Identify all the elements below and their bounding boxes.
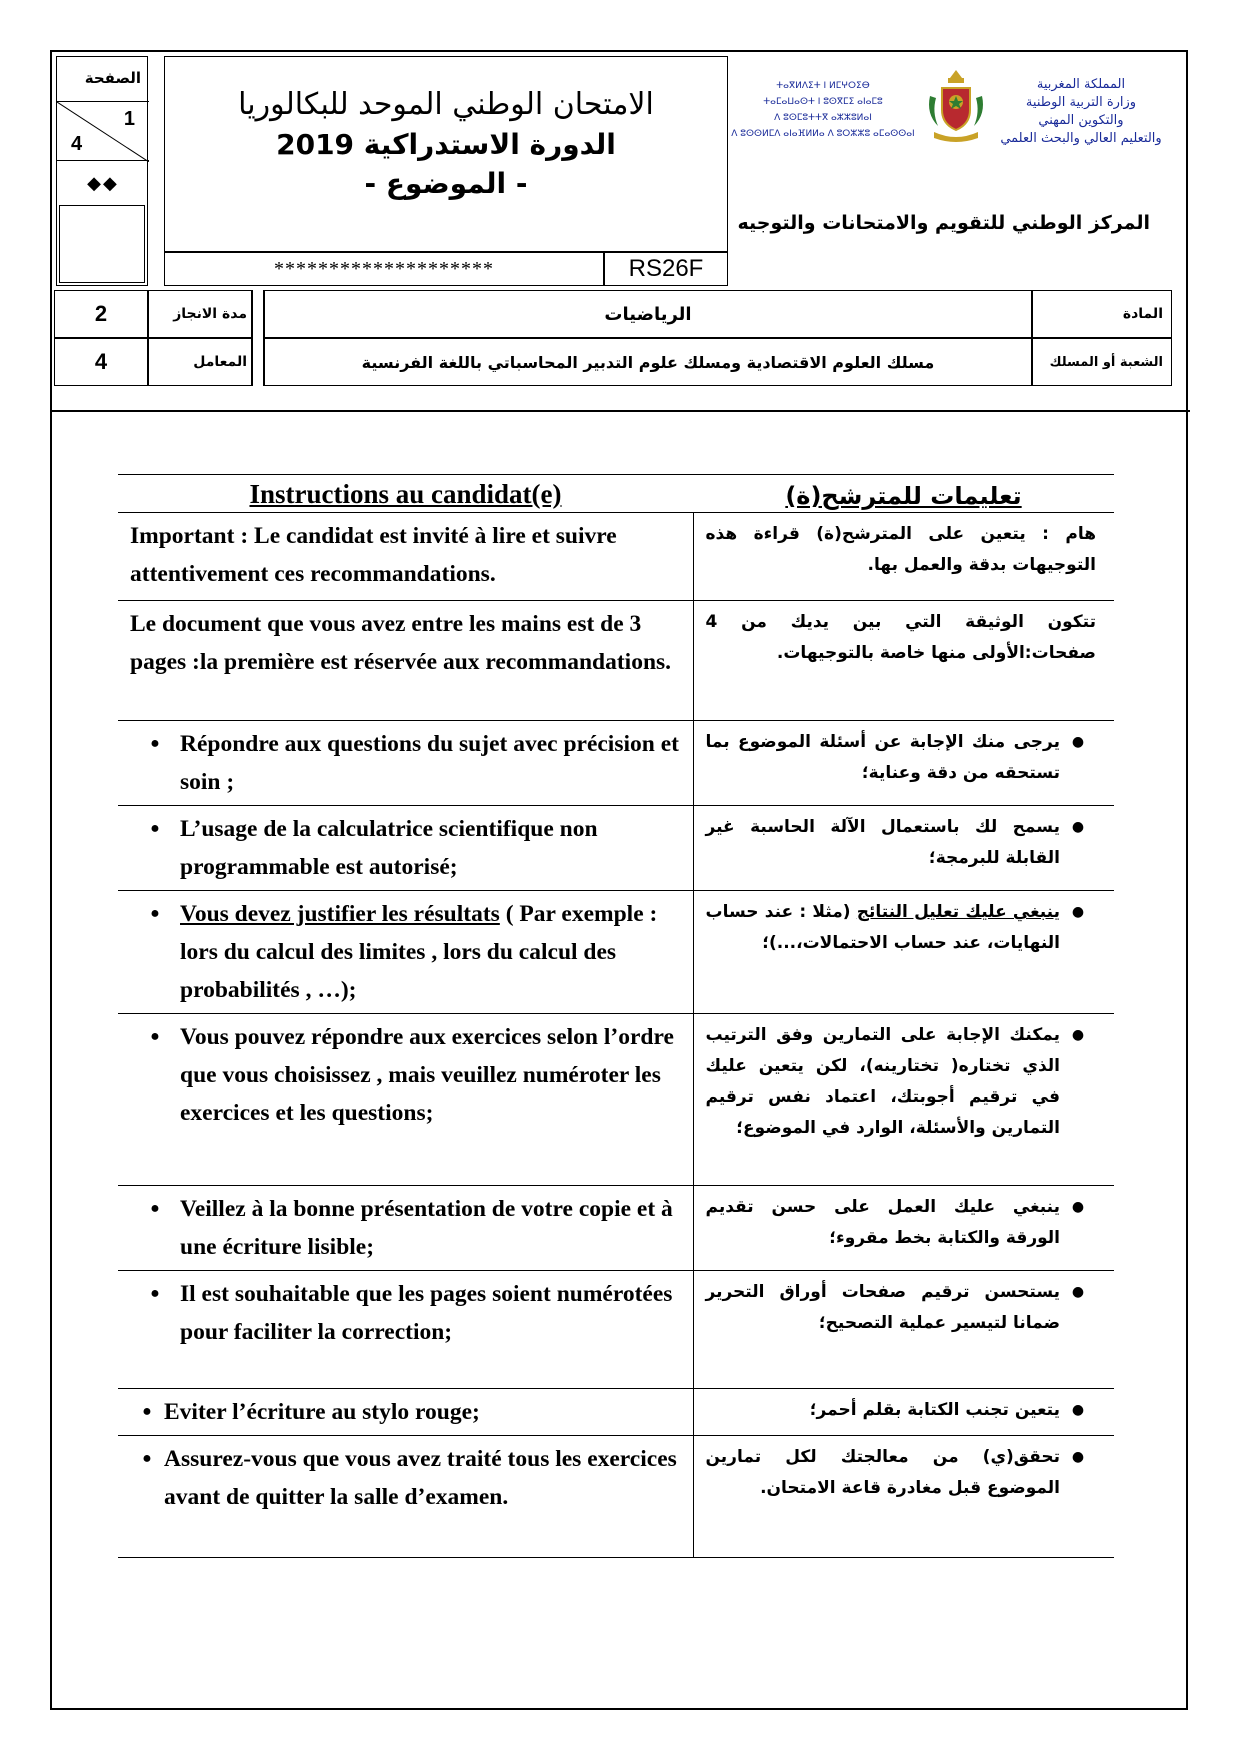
rule-fr	[118, 1389, 693, 1436]
rule-text: Eviter l’écriture au stylo rouge;	[164, 1399, 480, 1425]
rule-text: يمكنك الإجابة على التمارين وفق الترتيب الذي تختاره( تختارينه)، لكن يتعين عليك في ترقيم أجوبتك، اعتماد نفس ترقيم التمارين والأسئلة، الوارد في الموضوع؛	[705, 1025, 1060, 1138]
subject-row	[54, 290, 1172, 338]
page-fraction	[57, 101, 149, 161]
rule-ar	[693, 891, 1114, 1014]
subject-name: الرياضيات	[264, 290, 1032, 338]
rule-ar	[693, 806, 1114, 891]
instruction-row	[118, 1014, 1114, 1186]
ministry-line: والتعليم العالي والبحث العلمي	[1000, 131, 1162, 146]
rule-fr	[118, 891, 693, 1014]
instruction-row	[118, 1389, 1114, 1436]
tifinagh-line: ⵜⴰⵎⴰⵡⴰⵙⵜ ⵏ ⵓⵙⴳⵎⵉ ⴰⵏⴰⵎⵓ	[763, 97, 883, 107]
document-fr: Le document que vous avez entre les mains est de 3 pages :la première est réservée aux recommandations.	[118, 601, 693, 721]
instruction-row	[118, 721, 1114, 806]
rule-text: Il est souhaitable que les pages soient numérotées pour faciliter la correction;	[180, 1281, 673, 1345]
exam-session: الدورة الاستدراكية 2019	[276, 128, 616, 161]
page-label: الصفحة	[84, 69, 141, 87]
rule-fr	[118, 1436, 693, 1558]
rule-ar	[693, 1186, 1114, 1271]
bullet-icon: ●	[150, 820, 160, 837]
bullet-icon: ●	[1071, 1199, 1085, 1215]
rule-text: Vous pouvez répondre aux exercices selon l’ordre que vous choisissez , mais veuillez numéroter les exercices et les questions;	[180, 1024, 674, 1126]
bullet-icon: ●	[1071, 1284, 1085, 1300]
document-ar: تتكون الوثيقة التي بين يديك من 4 صفحات:الأولى منها خاصة بالتوجيهات.	[693, 601, 1114, 721]
bullet-icon: ●	[1071, 819, 1085, 835]
rule-text: Veillez à la bonne présentation de votre copie et à une écriture lisible;	[180, 1196, 673, 1260]
instruction-row	[118, 1271, 1114, 1389]
bullet-icon: ●	[150, 905, 160, 922]
instruction-row	[118, 1186, 1114, 1271]
bullet-icon: ●	[1071, 1449, 1085, 1465]
page-number-box	[56, 56, 148, 286]
branch-name: مسلك العلوم الاقتصادية ومسلك علوم التدبير المحاسباتي باللغة الفرنسية	[264, 338, 1032, 386]
rule-text: تحقق(ي) من معالجتك لكل تمارين الموضوع قبل مغادرة قاعة الامتحان.	[705, 1447, 1060, 1498]
tifinagh-line: ⴷ ⵓⵙⵎⵓⵜⵜⴳ ⴰⵣⵣⵓⵍⴰⵏ	[774, 113, 872, 123]
bullet-icon: ●	[150, 735, 160, 752]
instructions-table	[118, 474, 1114, 1558]
rule-text: Répondre aux questions du sujet avec précision et soin ;	[180, 731, 679, 795]
rule-fr	[118, 1014, 693, 1186]
ministry-line: وزارة التربية الوطنية	[1025, 95, 1137, 110]
rule-ar	[693, 1389, 1114, 1436]
coefficient-label: المعامل	[148, 338, 252, 386]
rule-text: يرجى منك الإجابة عن أسئلة الموضوع بما تستحقه من دقة وعناية؛	[705, 732, 1060, 783]
session-diamonds: ◆◆	[87, 173, 119, 193]
rule-text: Assurez-vous que vous avez traité tous les exercices avant de quitter la salle d’examen.	[164, 1446, 677, 1510]
rule-text: L’usage de la calculatrice scientifique non programmable est autorisé;	[180, 816, 598, 880]
gap	[252, 338, 264, 386]
instructions-header-fr: Instructions au candidat(e)	[118, 475, 693, 513]
page-total: 4	[71, 133, 83, 155]
ministry-line: والتكوين المهني	[1038, 113, 1124, 128]
bullet-icon: ●	[1071, 734, 1085, 750]
exam-code: RS26F	[604, 252, 728, 286]
rule-fr	[118, 1271, 693, 1389]
exam-title: الامتحان الوطني الموحد للبكالوريا	[238, 87, 654, 122]
bullet-icon: ●	[1071, 904, 1085, 920]
rule-text: يتعين تجنب الكتابة بقلم أحمر؛	[809, 1400, 1060, 1420]
duration-value: 2	[54, 290, 148, 338]
instruction-row	[118, 806, 1114, 891]
important-fr: Important : Le candidat est invité à lire et suivre attentivement ces recommandations.	[118, 513, 693, 601]
bullet-icon: ●	[150, 1285, 160, 1302]
rule-fr	[118, 1186, 693, 1271]
exam-subtitle: - الموضوع -	[364, 167, 528, 200]
rule-text-rest: ( Par exemple : lors du calcul des limites , lors du calcul des probabilités , …);	[180, 901, 658, 1003]
evaluation-center-name: المركز الوطني للتقويم والامتحانات والتوجيه	[737, 212, 1150, 234]
instructions-header-ar: تعليمات للمترشح(ة)	[693, 475, 1114, 513]
rule-text-underlined: ينبغي عليك تعليل النتائج	[856, 902, 1060, 922]
bullet-icon: ●	[142, 1450, 152, 1467]
rule-fr	[118, 806, 693, 891]
branch-label: الشعبة أو المسلك	[1032, 338, 1172, 386]
stars-strip: ********************	[164, 252, 604, 286]
rule-ar	[693, 1271, 1114, 1389]
rule-fr	[118, 721, 693, 806]
bullet-icon: ●	[150, 1028, 160, 1045]
subject-label: المادة	[1032, 290, 1172, 338]
instruction-row	[118, 601, 1114, 721]
subject-info-table	[54, 290, 1172, 386]
ministry-line: المملكة المغربية	[1036, 77, 1126, 92]
rule-text	[180, 895, 685, 1009]
exam-title-box	[164, 56, 728, 252]
bullet-icon: ●	[150, 1200, 160, 1217]
rule-text	[706, 897, 1061, 959]
branch-row	[54, 338, 1172, 386]
tifinagh-line: ⵜⴰⴳⵍⴷⵉⵜ ⵏ ⵍⵎⵖⵔⵉⴱ	[776, 81, 870, 91]
coat-of-arms-icon	[924, 66, 988, 146]
page-number: 1	[123, 108, 135, 130]
rule-text: يسمح لك باستعمال الآلة الحاسبة غير القابلة للبرمجة؛	[705, 817, 1060, 868]
rule-text: يستحسن ترقيم صفحات أوراق التحرير ضمانا لتيسير عملية التصحيح؛	[705, 1282, 1060, 1333]
instruction-row	[118, 1436, 1114, 1558]
header-divider	[50, 410, 1190, 412]
rule-text: ينبغي عليك العمل على حسن تقديم الورقة والكتابة بخط مقروء؛	[705, 1197, 1060, 1248]
rule-ar	[693, 1436, 1114, 1558]
rule-text-underlined: Vous devez justifier les résultats	[180, 901, 500, 927]
important-ar: هام : يتعين على المترشح(ة) قراءة هذه التوجيهات بدقة والعمل بها.	[693, 513, 1114, 601]
bullet-icon: ●	[1071, 1402, 1085, 1418]
instructions-header-row	[118, 475, 1114, 513]
gap	[252, 290, 264, 338]
bullet-icon: ●	[1071, 1027, 1085, 1043]
empty-box	[59, 205, 145, 283]
coefficient-value: 4	[54, 338, 148, 386]
instruction-row	[118, 513, 1114, 601]
ministry-name	[992, 76, 1170, 148]
instruction-row	[118, 891, 1114, 1014]
rule-text-rest: (مثلا : عند حساب النهايات، عند حساب الاحتمالات،...)؛	[705, 902, 1060, 953]
tifinagh-ministry-name	[716, 78, 930, 142]
duration-label: مدة الانجاز	[148, 290, 252, 338]
bullet-icon: ●	[142, 1403, 152, 1420]
rule-ar	[693, 1014, 1114, 1186]
rule-ar	[693, 721, 1114, 806]
tifinagh-line: ⴷ ⵓⵙⵙⵍⵎⴷ ⴰⵏⴰⴼⵍⵍⴰ ⴷ ⵓⵔⵣⵣⵓ ⴰⵎⴰⵙⵙⴰⵏ	[731, 129, 915, 139]
